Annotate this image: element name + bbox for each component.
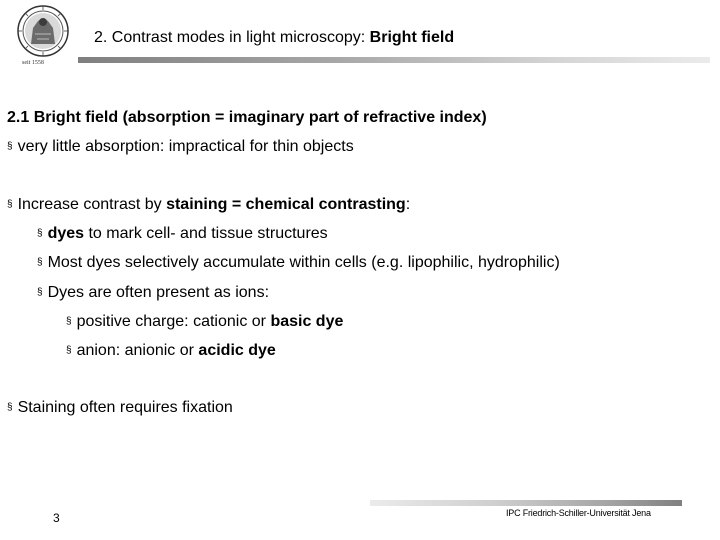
bullet-item (37, 284, 269, 302)
bullet-text: : (405, 196, 411, 213)
page-title-text: 2. Contrast modes in light microscopy: (94, 29, 370, 46)
bullet-mark: § (7, 141, 13, 152)
seal-caption: seit 1558 (22, 60, 44, 66)
bullet-item (7, 138, 354, 156)
bullet-text-bold: dyes (47, 225, 85, 242)
bullet-mark: § (66, 316, 72, 327)
bullet-text: very little absorption: impractical for thin objects (17, 138, 354, 155)
bullet-text: Most dyes selectively accumulate within cells (e.g. lipophilic, hydrophilic) (47, 254, 560, 271)
bullet-mark: § (37, 228, 43, 239)
bullet-text: positive charge: cationic or (76, 313, 271, 330)
bullet-text: anion: anionic or (76, 342, 199, 359)
bullet-text-bold: basic dye (270, 313, 344, 330)
bullet-text: to mark cell- and tissue structures (84, 225, 328, 242)
bullet-mark: § (37, 287, 43, 298)
section-heading: 2.1 Bright field (absorption = imaginary part of refractive index) (7, 109, 487, 126)
bullet-item (7, 196, 410, 214)
bullet-text-bold: acidic dye (198, 342, 276, 359)
bullet-text: Increase contrast by (17, 196, 167, 213)
bullet-item (7, 399, 233, 417)
bullet-text: Staining often requires fixation (17, 399, 233, 416)
page-title (94, 29, 454, 47)
bullet-mark: § (37, 257, 43, 268)
footer-divider (370, 500, 682, 506)
bullet-text: Dyes are often present as ions: (47, 284, 270, 301)
header-divider (78, 57, 710, 63)
university-seal-logo (16, 4, 70, 66)
bullet-item (66, 342, 276, 360)
bullet-item (37, 225, 328, 243)
bullet-mark: § (66, 345, 72, 356)
bullet-item (66, 313, 343, 331)
bullet-mark: § (7, 402, 13, 413)
bullet-item (37, 254, 560, 272)
footer-affiliation: IPC Friedrich-Schiller-Universität Jena (506, 508, 651, 518)
page-title-bold: Bright field (369, 29, 455, 46)
bullet-mark: § (7, 199, 13, 210)
bullet-text-bold: staining = chemical contrasting (166, 196, 406, 213)
page-number: 3 (53, 511, 60, 525)
